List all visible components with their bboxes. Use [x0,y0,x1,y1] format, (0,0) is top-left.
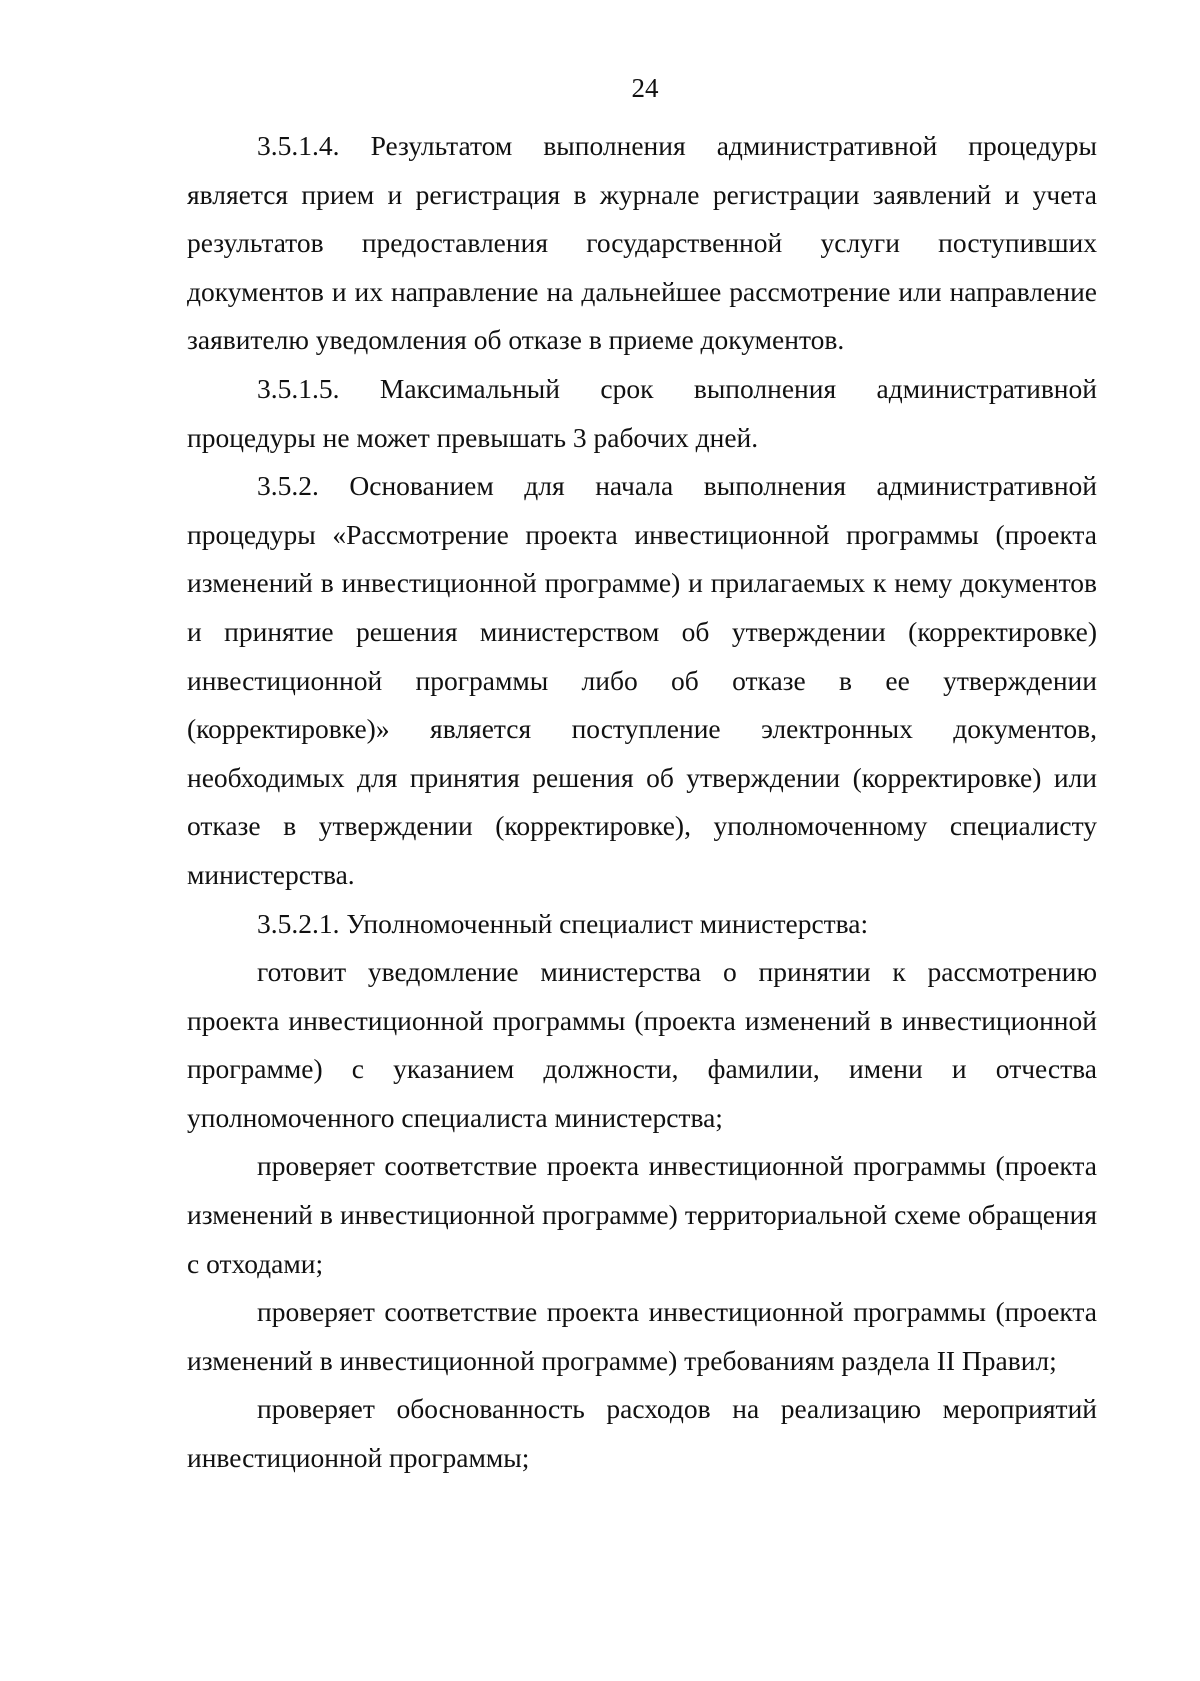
list-item-check-territorial-scheme: проверяет соответствие проекта инвестиционной программы (проекта изменений в инвестиционной программе) территориальной схеме обращения с отходами; [187,1150,1097,1279]
paragraph-3-5-2: 3.5.2. Основанием для начала выполнения административной процедуры «Рассмотрение проекта инвестиционной программы (проекта изменений в инвестиционной программе) и прилагаемых к нему документов и принятие решения министерством об утверждении (корректировке) инвестиционной программы либо об отказе в ее утверждении (корректировке)» является поступление электронных документов, необходимых для принятия решения об утверждении (корректировке) или отказе в утверждении (корректировке), уполномоченному специалисту министерства. [187,470,1097,890]
list-item-check-section-requirements: проверяет соответствие проекта инвестиционной программы (проекта изменений в инвестиционной программе) требованиям раздела II Правил; [187,1296,1097,1376]
paragraph-3-5-1-4: 3.5.1.4. Результатом выполнения административной процедуры является прием и регистрация в журнале регистрации заявлений и учета результатов предоставления государственной услуги поступивших документов и их направление на дальнейшее рассмотрение или направление заявителю уведомления об отказе в приеме документов. [187,130,1097,356]
document-body [187,122,1097,1483]
paragraph-3-5-1-5: 3.5.1.5. Максимальный срок выполнения административной процедуры не может превышать 3 рабочих дней. [187,372,1097,453]
paragraph-3-5-2-1: 3.5.2.1. Уполномоченный специалист министерства: [257,907,869,939]
list-item-prepare-notice: готовит уведомление министерства о принятии к рассмотрению проекта инвестиционной программы (проекта изменений в инвестиционной программе) с указанием должности, фамилии, имени и отчества уполномоченного специалиста министерства; [187,956,1097,1133]
page-number: 24 [631,73,659,103]
list-item-check-expenses: проверяет обоснованность расходов на реализацию мероприятий инвестиционной программы; [187,1393,1097,1474]
